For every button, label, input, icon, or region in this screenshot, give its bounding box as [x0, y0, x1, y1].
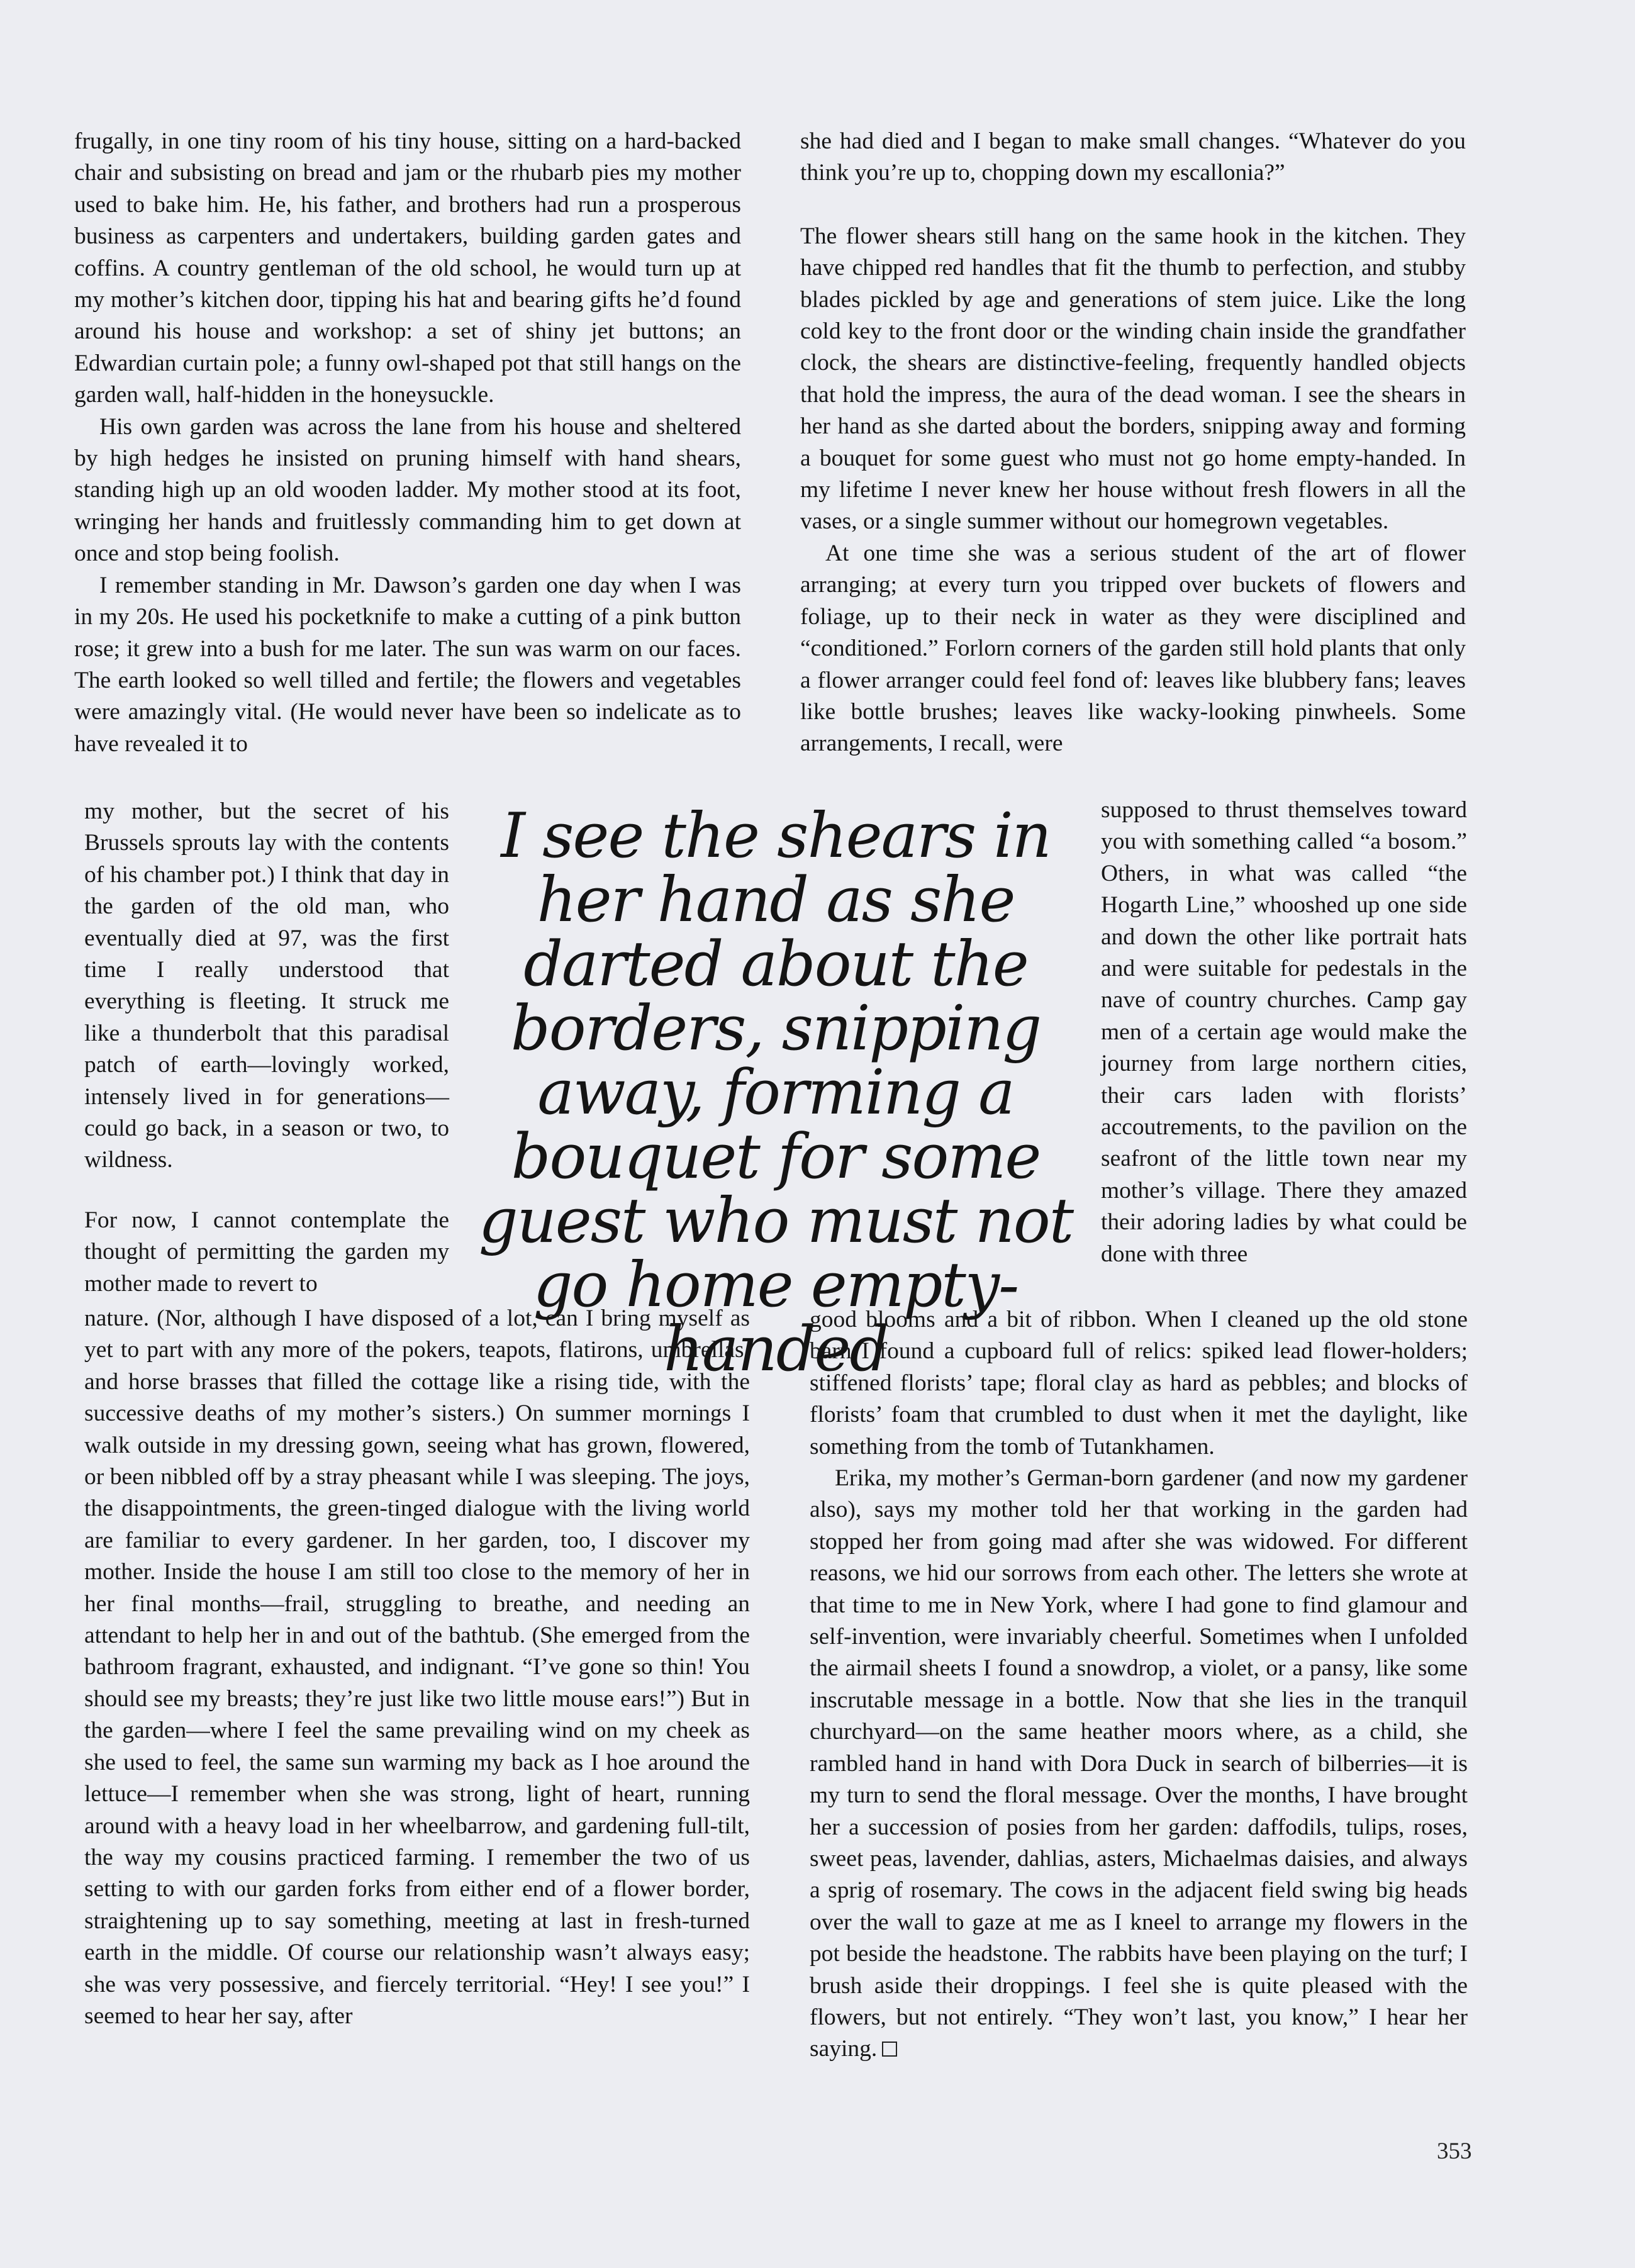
left-column-wrap: [84, 796, 449, 1176]
body-paragraph: At one time she was a serious student of the art of flower arranging; at every turn you tripped over buckets of flowers and foliage, up to their neck in water as they were disciplined and “conditioned.” Forlorn corners of the garden still hold plants that only a flower arranger could feel fond of: leaves like blubbery fans; leaves like bottle brushes; leaves like wacky-looking pinwheels. Some arrangements, I recall, were: [800, 540, 1466, 757]
body-paragraph: good blooms and a bit of ribbon. When I cleaned up the old stone barn I found a cupboard full of relics: spiked lead flower-holders; stiffened florists’ tape; floral clay as hard as pebbles; and blocks of florists’ foam that crumbled to dust when it met the daylight, like something from the tomb of Tutankhamen.: [810, 1307, 1468, 1460]
body-paragraph: my mother, but the secret of his Brussels sprouts lay with the contents of his chamber pot.) I think that day in the garden of the old man, who eventually died at 97, was the first time I really understood that everything is fleeting. It struck me like a thunderbolt that this paradisal patch of earth—lovingly worked, intensely lived in for generations—could go back, in a season or two, to wildness.: [84, 798, 449, 1173]
left-column-bottom: [84, 1303, 750, 2032]
pull-quote: I see the shears in her hand as she darted about the borders, snipping away, forming a bouquet for some guest who must not go home empty-handed: [478, 800, 1073, 1385]
right-column-top: [800, 126, 1466, 760]
right-column-bottom: [810, 1304, 1468, 2065]
left-column-wrap-2: [84, 1205, 449, 1300]
body-paragraph: [810, 1463, 1468, 2065]
page-number: 353: [1437, 2138, 1472, 2164]
right-column-wrap: [1101, 795, 1467, 1270]
final-paragraph-text: Erika, my mother’s German-born gardener (and now my gardener also), says my mother told her that working in the garden had stopped her from going mad after she was widowed. For different reasons, we hid our sorrows from each other. The letters she wrote at that time to me in New York, where I had gone to find glamour and self-invention, were invariably cheerful. Sometimes when I unfolded the airmail sheets I found a snowdrop, a violet, or a pansy, like some inscrutable message in a bottle. Now that she lies in the tranquil churchyard—on the same heather moors where, as a child, she rambled hand in hand with Dora Duck in search of bilberries—it is my turn to send the floral message. Over the months, I have brought her a succession of posies from her garden: daffodils, tulips, roses, sweet peas, lavender, dahlias, asters, Michaelmas daisies, and always a sprig of rosemary. The cows in the adjacent field swing big heads over the wall to gaze at me as I kneel to arrange my flowers in the pot beside the headstone. The rabbits have been playing on the turf; I brush aside their droppings. I feel she is quite pleased with the flowers, but not entirely. “They won’t last, you know,” I hear her saying.: [810, 1465, 1468, 2062]
left-column-top: [74, 126, 741, 760]
body-paragraph: For now, I cannot contemplate the thought of permitting the garden my mother made to revert to: [84, 1207, 449, 1297]
body-paragraph: supposed to thrust themselves toward you with something called “a bosom.” Others, in what was called “the Hogarth Line,” whooshed up one side and down the other like portrait hats and were suitable for pedestals in the nave of country churches. Camp gay men of a certain age would make the journey from large northern cities, their cars laden with florists’ accoutrements, to the pavilion on the seafront of the little town near my mother’s village. There they amazed their adoring ladies by what could be done with three: [1101, 797, 1467, 1267]
body-paragraph: frugally, in one tiny room of his tiny house, sitting on a hard-backed chair and subsisting on bread and jam or the rhubarb pies my mother used to bake him. He, his father, and brothers had run a prosperous business as carpenters and undertakers, building garden gates and coffins. A country gentleman of the old school, he would turn up at my mother’s kitchen door, tipping his hat and bearing gifts he’d found around his house and workshop: a set of shiny jet buttons; an Edwardian curtain pole; a funny owl-shaped pot that still hangs on the garden wall, half-hidden in the honeysuckle.: [74, 128, 741, 408]
body-paragraph: His own garden was across the lane from his house and sheltered by high hedges he insisted on pruning himself with hand shears, standing high up an old wooden ladder. My mother stood at its foot, wringing her hands and fruitlessly commanding him to get down at once and stop being foolish.: [74, 413, 741, 567]
body-paragraph: I remember standing in Mr. Dawson’s garden one day when I was in my 20s. He used his pocketknife to make a cutting of a pink button rose; it grew into a bush for me later. The sun was warm on our faces. The earth looked so well tilled and fertile; the flowers and vegetables were amazingly vital. (He would never have been so indelicate as to have revealed it to: [74, 572, 741, 757]
body-paragraph: she had died and I began to make small changes. “Whatever do you think you’re up to, chopping down my escallonia?”: [800, 128, 1466, 186]
body-paragraph: The flower shears still hang on the same hook in the kitchen. They have chipped red handles that fit the thumb to perfection, and stubby blades pickled by age and generations of stem juice. Like the long cold key to the front door or the winding chain inside the grandfather clock, the shears are distinctive-feeling, frequently handled objects that hold the impress, the aura of the dead woman. I see the shears in her hand as she darted about the borders, snipping away and forming a bouquet for some guest who must not go home empty-handed. In my lifetime I never knew her house without fresh flowers in all the vases, or a single summer without our homegrown vegetables.: [800, 223, 1466, 535]
body-paragraph: nature. (Nor, although I have disposed of a lot, can I bring myself as yet to part with any more of the pokers, teapots, flatirons, umbrellas, and horse brasses that filled the cottage like a rising tide, with the successive deaths of my mother’s sisters.) On summer mornings I walk outside in my dressing gown, seeing what has grown, flowered, or been nibbled off by a stray pheasant while I was sleeping. The joys, the disappointments, the green-tinged dialogue with the living world are familiar to every gardener. In her garden, too, I discover my mother. Inside the house I am still too close to the memory of her in her final months—frail, struggling to breathe, and needing an attendant to help her in and out of the bathtub. (She emerged from the bathroom fragrant, exhausted, and indignant. “I’ve gone so thin! You should see my breasts; they’re just like two little mouse ears!”) But in the garden—where I feel the same prevailing wind on my cheek as she used to feel, the same sun warming my back as I hoe around the lettuce—I remember when she was strong, light of heart, running around with a heavy load in her wheelbarrow, and gardening full-tilt, the way my cousins practiced farming. I remember the two of us setting to with our garden forks from either end of a flower border, straightening up to say something, meeting at last in fresh-turned earth in the middle. Of course our relationship wasn’t always easy; she was very possessive, and fiercely territorial. “Hey! I see you!” I seemed to hear her say, after: [84, 1305, 750, 2029]
end-mark-icon: [882, 2042, 897, 2057]
